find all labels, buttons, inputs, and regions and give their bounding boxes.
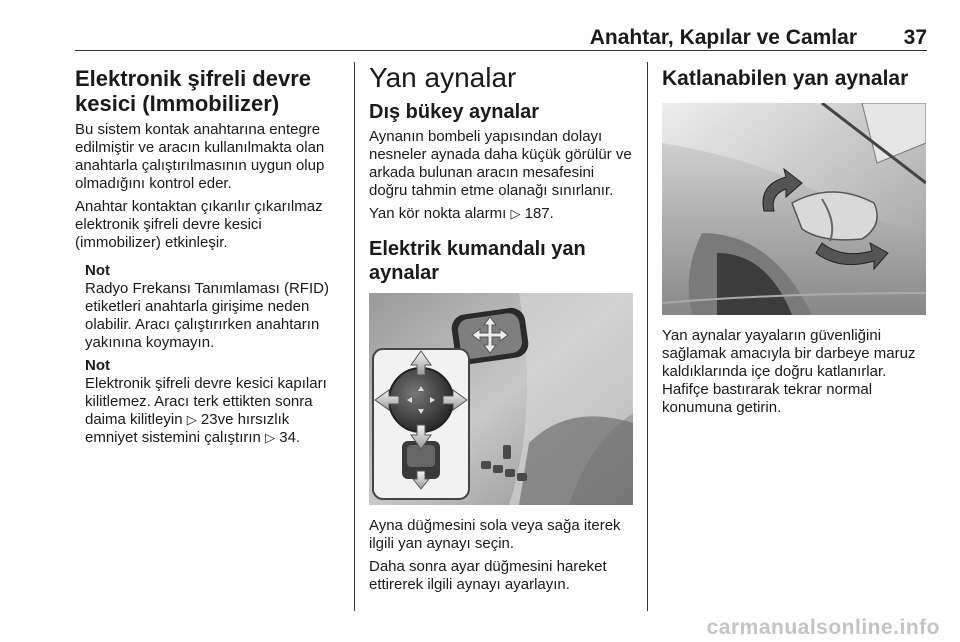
column-divider-2	[647, 62, 648, 611]
folding-mirrors-paragraph: Yan aynalar yayaların güvenliğini sağlamak amacıyla bir darbeye maruz kaldıklarında içe doğru katlanırlar. Hafifçe bastırarak tekrar normal konumuna getirin.	[662, 327, 916, 416]
page-ref-link[interactable]: 187.	[524, 205, 554, 222]
folding-mirror-image	[662, 103, 926, 315]
mirror-control-illustration	[369, 293, 633, 505]
convex-mirrors-heading: Dış bükey aynalar	[369, 101, 540, 123]
watermark: carmanualsonline.info	[706, 616, 940, 639]
page-number: 37	[903, 26, 927, 49]
chapter-title: Anahtar, Kapılar ve Camlar	[589, 26, 857, 49]
select-mirror-instruction: Ayna düğmesini sola veya sağa iterek ilgili yan aynayı seçin.	[369, 517, 621, 552]
page-ref-arrow-icon: ▷	[186, 412, 197, 427]
immobilizer-paragraph-1: Bu sistem kontak anahtarına entegre edilmiştir ve aracın kullanılmakta olan anahtarla çalıştırılmasının uygun olup olmadığını kontrol eder.	[75, 121, 325, 192]
mirror-switch-image	[369, 293, 633, 505]
note-text-part: Elektronik şifreli devre kesici kapıları kilitlemez. Aracı terk ettikten sonra daima kilitleyin	[85, 375, 327, 428]
note-text-part: ve hırsızlık emniyet sistemini çalıştırın	[85, 411, 290, 446]
column-immobilizer	[75, 60, 340, 447]
note-text	[85, 375, 340, 447]
immobilizer-paragraph-2: Anahtar kontaktan çıkarılır çıkarılmaz elektronik şifreli devre kesici (immobilizer) etkinleşir.	[75, 198, 323, 251]
immobilizer-heading: Elektronik şifreli devre kesici (Immobilizer)	[75, 66, 311, 116]
reference-text: Yan kör nokta alarmı	[369, 205, 511, 222]
note-title: Not	[85, 262, 110, 279]
folding-mirrors-heading: Katlanabilen yan aynalar	[662, 67, 909, 90]
page-ref-link[interactable]: 23	[200, 411, 218, 428]
section-title: Yan aynalar	[369, 62, 517, 93]
column-folding-mirrors	[662, 60, 926, 417]
column-divider-1	[354, 62, 355, 611]
column-side-mirrors	[369, 60, 633, 594]
note-locking	[75, 357, 340, 447]
folding-mirror-illustration	[662, 103, 926, 315]
page-ref-arrow-icon: ▷	[265, 430, 276, 445]
blind-spot-reference	[369, 205, 633, 223]
convex-mirrors-paragraph: Aynanın bombeli yapısından dolayı nesneler aynada daha küçük görülür ve arkada bulunan aracın mesafesini doğru tahmin etme olanağı sınırlanır.	[369, 128, 632, 199]
note-rfid	[75, 262, 340, 352]
note-text: Radyo Frekansı Tanımlaması (RFID) etiketleri anahtarla girişime neden olabilir. Aracı çalıştırırken anahtarın yakınına koymayın.	[85, 280, 329, 351]
electric-mirrors-heading: Elektrik kumandalı yan aynalar	[369, 238, 586, 284]
note-title: Not	[85, 357, 110, 374]
page-ref-arrow-icon: ▷	[510, 206, 521, 221]
page-header	[75, 26, 927, 48]
header-rule	[75, 50, 927, 51]
page-ref-link[interactable]: 34.	[279, 429, 301, 446]
adjust-mirror-instruction: Daha sonra ayar düğmesini hareket ettirerek ilgili aynayı ayarlayın.	[369, 558, 607, 593]
